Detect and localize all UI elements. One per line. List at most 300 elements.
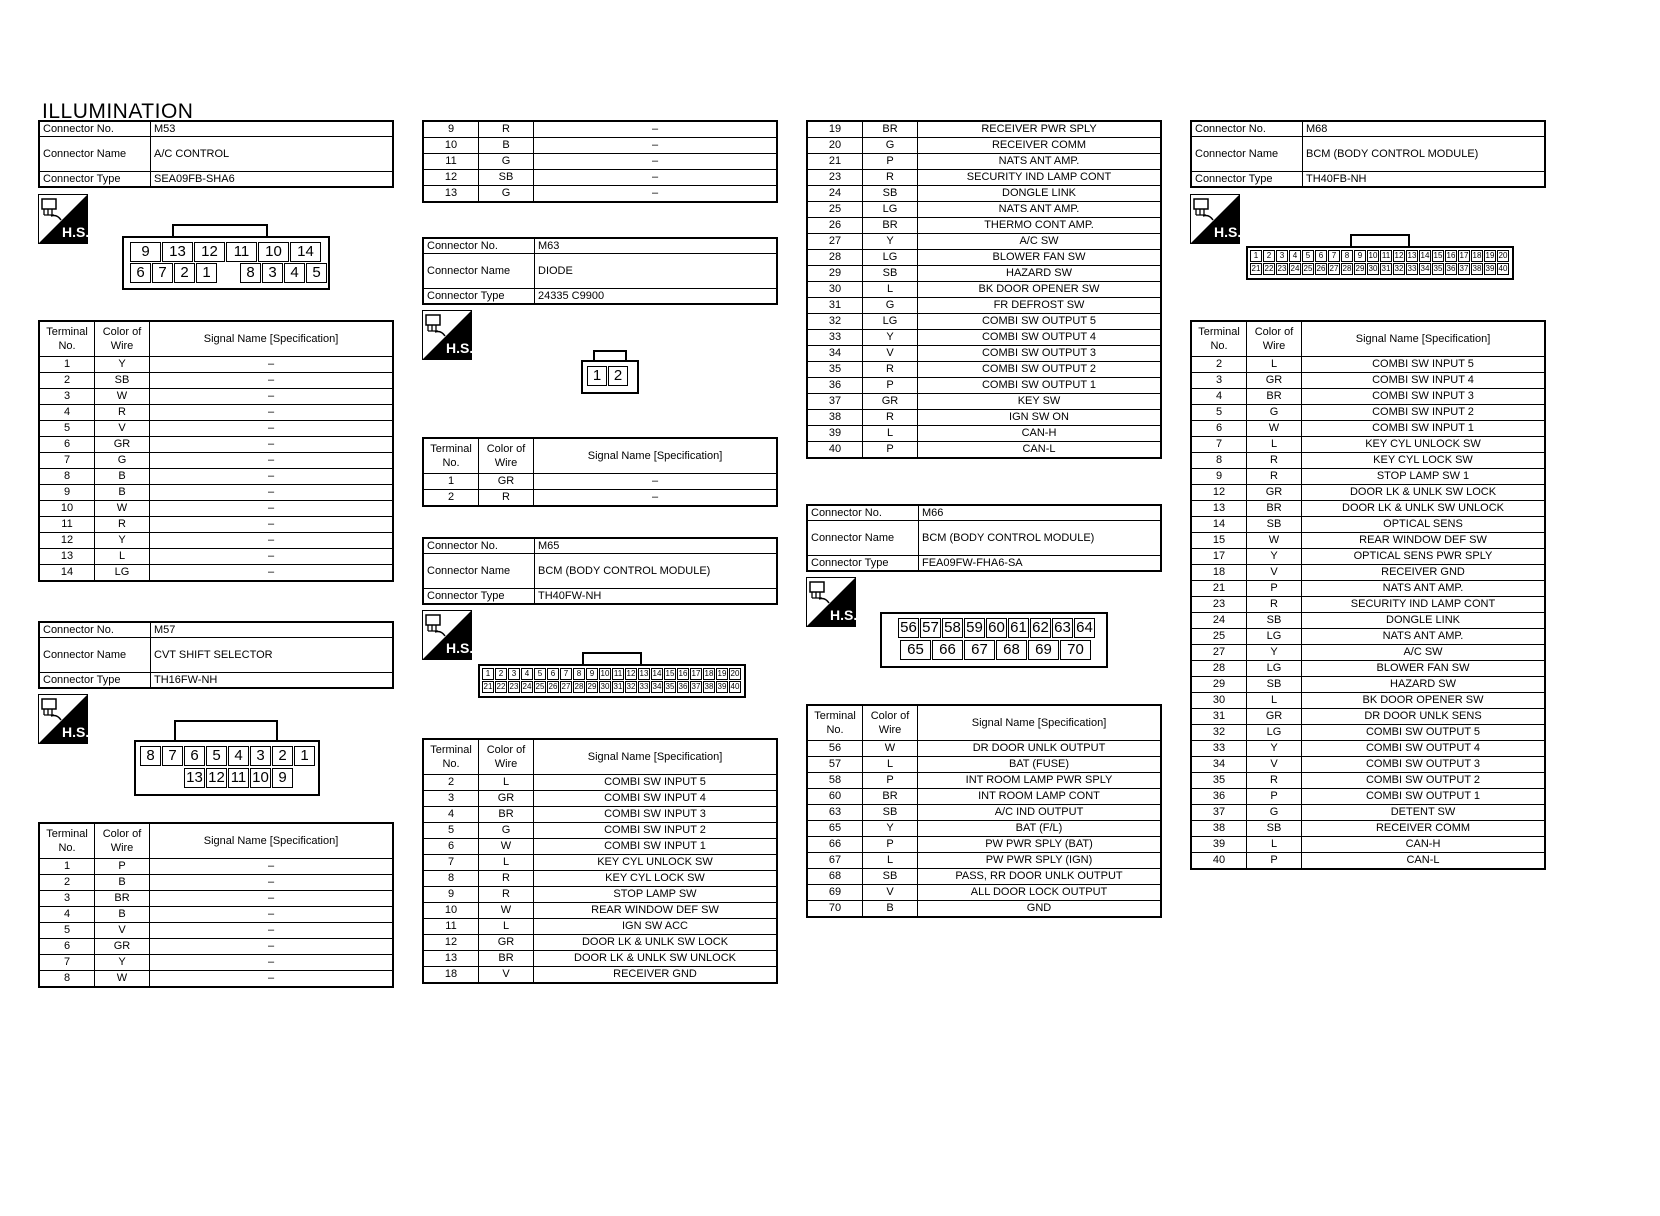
wire-color-cell: Y bbox=[1247, 741, 1302, 757]
connector-pin: 19 bbox=[1485, 251, 1495, 260]
signal-name-cell: RECEIVER COMM bbox=[918, 138, 1162, 154]
connector-pin: 7 bbox=[152, 263, 173, 283]
terminal-no-cell: 25 bbox=[807, 202, 863, 218]
header-terminal-no: Terminal No. bbox=[807, 705, 863, 741]
terminal-no-cell: 6 bbox=[39, 939, 95, 955]
wire-color-cell: L bbox=[479, 855, 534, 871]
connector-pin: 11 bbox=[613, 669, 623, 678]
connector-m63-info bbox=[422, 237, 778, 305]
signal-name-cell: COMBI SW OUTPUT 4 bbox=[918, 330, 1162, 346]
table-row bbox=[1191, 421, 1545, 437]
table-row bbox=[39, 389, 393, 405]
terminal-no-cell: 35 bbox=[807, 362, 863, 378]
signal-name-cell: – bbox=[150, 453, 394, 469]
terminal-no-cell: 23 bbox=[807, 170, 863, 186]
terminal-no-cell: 31 bbox=[1191, 709, 1247, 725]
terminal-no-cell: 3 bbox=[39, 389, 95, 405]
terminal-no-cell: 7 bbox=[1191, 437, 1247, 453]
connector-pin: 38 bbox=[1472, 264, 1482, 273]
signal-name-cell: – bbox=[150, 405, 394, 421]
table-row bbox=[423, 839, 777, 855]
signal-name-cell: COMBI SW OUTPUT 1 bbox=[918, 378, 1162, 394]
signal-name-cell: OPTICAL SENS PWR SPLY bbox=[1302, 549, 1546, 565]
terminal-no-cell: 5 bbox=[1191, 405, 1247, 421]
wire-color-cell: L bbox=[1247, 837, 1302, 853]
table-row bbox=[1191, 805, 1545, 821]
connector-name-value: BCM (BODY CONTROL MODULE) bbox=[1303, 137, 1546, 172]
terminal-no-cell: 15 bbox=[1191, 533, 1247, 549]
terminal-no-cell: 31 bbox=[807, 298, 863, 314]
connector-m66-diagram bbox=[880, 612, 1110, 670]
table-row bbox=[423, 887, 777, 903]
signal-name-cell: – bbox=[150, 533, 394, 549]
connector-pin: 40 bbox=[1498, 264, 1508, 273]
table-row bbox=[807, 362, 1161, 378]
table-row bbox=[1191, 373, 1545, 389]
connector-pin: 9 bbox=[586, 668, 598, 680]
signal-name-cell: – bbox=[534, 490, 778, 507]
wire-color-cell: BR bbox=[95, 891, 150, 907]
signal-name-cell: HAZARD SW bbox=[1302, 677, 1546, 693]
connector-pin: 5 bbox=[206, 746, 227, 766]
header-color-of-wire: Color of Wire bbox=[479, 739, 534, 775]
table-row bbox=[1191, 597, 1545, 613]
wire-color-cell: Y bbox=[95, 533, 150, 549]
wire-color-cell: B bbox=[863, 901, 918, 918]
terminal-no-cell: 21 bbox=[807, 154, 863, 170]
terminal-no-cell: 10 bbox=[39, 501, 95, 517]
table-row bbox=[807, 186, 1161, 202]
terminal-no-cell: 67 bbox=[807, 853, 863, 869]
wire-color-cell: B bbox=[95, 469, 150, 485]
terminal-no-cell: 23 bbox=[1191, 597, 1247, 613]
wire-color-cell: LG bbox=[1247, 661, 1302, 677]
connector-m66-terminal-table bbox=[806, 704, 1162, 918]
label-connector-no: Connector No. bbox=[1191, 121, 1303, 137]
connector-pin: 36 bbox=[1446, 264, 1456, 273]
connector-type-value: FEA09FW-FHA6-SA bbox=[919, 556, 1162, 572]
table-row bbox=[423, 919, 777, 935]
terminal-no-cell: 27 bbox=[807, 234, 863, 250]
table-row bbox=[1191, 437, 1545, 453]
signal-name-cell: – bbox=[150, 859, 394, 875]
connector-pin: 11 bbox=[228, 768, 249, 788]
table-row bbox=[423, 807, 777, 823]
table-row bbox=[39, 939, 393, 955]
connector-pin: 35 bbox=[1433, 264, 1443, 273]
table-row bbox=[39, 533, 393, 549]
wire-color-cell: B bbox=[95, 875, 150, 891]
terminal-no-cell: 18 bbox=[1191, 565, 1247, 581]
terminal-no-cell: 13 bbox=[423, 951, 479, 967]
label-connector-no: Connector No. bbox=[423, 238, 535, 254]
wire-color-cell: V bbox=[863, 346, 918, 362]
table-row bbox=[423, 967, 777, 984]
connector-pin: 57 bbox=[920, 618, 941, 638]
connector-pin: 2 bbox=[272, 746, 293, 766]
connector-pin: 8 bbox=[573, 668, 585, 680]
signal-name-cell: IGN SW ACC bbox=[534, 919, 778, 935]
connector-pin: 35 bbox=[665, 682, 675, 691]
signal-name-cell: COMBI SW OUTPUT 4 bbox=[1302, 741, 1546, 757]
table-row bbox=[39, 971, 393, 988]
wire-color-cell: SB bbox=[1247, 677, 1302, 693]
table-row bbox=[807, 885, 1161, 901]
wire-color-cell: R bbox=[863, 410, 918, 426]
terminal-no-cell: 65 bbox=[807, 821, 863, 837]
connector-pin: 5 bbox=[306, 263, 327, 283]
header-terminal-no: Terminal No. bbox=[423, 438, 479, 474]
label-connector-no: Connector No. bbox=[39, 622, 151, 638]
connector-pin: 27 bbox=[1329, 264, 1339, 273]
table-row bbox=[807, 805, 1161, 821]
hs-badge-label: H.S. bbox=[446, 340, 474, 356]
wire-color-cell: L bbox=[863, 426, 918, 442]
signal-name-cell: – bbox=[150, 517, 394, 533]
terminal-no-cell: 3 bbox=[39, 891, 95, 907]
table-row bbox=[1191, 629, 1545, 645]
terminal-no-cell: 12 bbox=[423, 935, 479, 951]
signal-name-cell: A/C SW bbox=[918, 234, 1162, 250]
connector-no-value: M57 bbox=[151, 622, 394, 638]
wire-color-cell: SB bbox=[863, 805, 918, 821]
terminal-no-cell: 9 bbox=[423, 887, 479, 903]
wire-color-cell: Y bbox=[95, 955, 150, 971]
table-row bbox=[1191, 613, 1545, 629]
signal-name-cell: DR DOOR UNLK OUTPUT bbox=[918, 741, 1162, 757]
connector-pin: 67 bbox=[964, 640, 995, 660]
wire-color-cell: V bbox=[1247, 757, 1302, 773]
table-row bbox=[807, 410, 1161, 426]
signal-name-cell: – bbox=[150, 421, 394, 437]
connector-pin: 19 bbox=[717, 669, 727, 678]
table-row bbox=[807, 901, 1161, 918]
signal-name-cell: RECEIVER PWR SPLY bbox=[918, 121, 1162, 138]
connector-no-value: M65 bbox=[535, 538, 778, 554]
table-row bbox=[39, 891, 393, 907]
table-row bbox=[423, 474, 777, 490]
table-row bbox=[1191, 661, 1545, 677]
signal-name-cell: COMBI SW INPUT 4 bbox=[534, 791, 778, 807]
signal-name-cell: REAR WINDOW DEF SW bbox=[534, 903, 778, 919]
connector-pin: 11 bbox=[226, 242, 257, 262]
terminal-no-cell: 7 bbox=[39, 453, 95, 469]
terminal-no-cell: 30 bbox=[807, 282, 863, 298]
terminal-no-cell: 8 bbox=[423, 871, 479, 887]
signal-name-cell: COMBI SW OUTPUT 2 bbox=[918, 362, 1162, 378]
connector-type-value: SEA09FB-SHA6 bbox=[151, 172, 394, 188]
table-row bbox=[423, 138, 777, 154]
signal-name-cell: COMBI SW OUTPUT 1 bbox=[1302, 789, 1546, 805]
connector-pin: 18 bbox=[704, 669, 714, 678]
connector-pin: 13 bbox=[184, 768, 205, 788]
terminal-no-cell: 33 bbox=[1191, 741, 1247, 757]
table-row bbox=[39, 501, 393, 517]
table-row bbox=[807, 202, 1161, 218]
terminal-no-cell: 6 bbox=[423, 839, 479, 855]
wire-color-cell: GR bbox=[1247, 709, 1302, 725]
connector-pin: 9 bbox=[272, 768, 293, 788]
connector-pin: 6 bbox=[130, 263, 151, 283]
signal-name-cell: COMBI SW OUTPUT 3 bbox=[1302, 757, 1546, 773]
terminal-no-cell: 34 bbox=[807, 346, 863, 362]
terminal-no-cell: 2 bbox=[39, 373, 95, 389]
wire-color-cell: P bbox=[1247, 581, 1302, 597]
signal-name-cell: – bbox=[150, 549, 394, 565]
connector-pin: 62 bbox=[1030, 618, 1051, 638]
wire-color-cell: R bbox=[863, 362, 918, 378]
wire-color-cell: BR bbox=[479, 951, 534, 967]
connector-pin: 2 bbox=[608, 366, 628, 386]
connector-pin: 7 bbox=[162, 746, 183, 766]
table-row bbox=[39, 955, 393, 971]
connector-pin: 16 bbox=[1446, 251, 1456, 260]
connector-m53-info bbox=[38, 120, 394, 188]
wire-color-cell: W bbox=[1247, 533, 1302, 549]
connector-name-value: BCM (BODY CONTROL MODULE) bbox=[535, 554, 778, 589]
table-row bbox=[39, 357, 393, 373]
table-row bbox=[807, 741, 1161, 757]
connector-pin: 13 bbox=[162, 242, 193, 262]
signal-name-cell: BAT (F/L) bbox=[918, 821, 1162, 837]
connector-pin: 21 bbox=[483, 682, 493, 691]
table-row bbox=[1191, 645, 1545, 661]
connector-name-value: CVT SHIFT SELECTOR bbox=[151, 638, 394, 673]
terminal-no-cell: 38 bbox=[807, 410, 863, 426]
signal-name-cell: BK DOOR OPENER SW bbox=[1302, 693, 1546, 709]
table-row bbox=[1191, 725, 1545, 741]
wire-color-cell: R bbox=[479, 887, 534, 903]
wire-color-cell: Y bbox=[1247, 645, 1302, 661]
terminal-no-cell: 9 bbox=[423, 121, 479, 138]
connector-pin: 6 bbox=[184, 746, 205, 766]
hs-badge-label: H.S. bbox=[446, 640, 474, 656]
wire-color-cell: L bbox=[863, 757, 918, 773]
connector-pin: 15 bbox=[665, 669, 675, 678]
signal-name-cell: – bbox=[150, 485, 394, 501]
signal-name-cell: – bbox=[150, 955, 394, 971]
signal-name-cell: INT ROOM LAMP PWR SPLY bbox=[918, 773, 1162, 789]
connector-pin: 29 bbox=[1355, 264, 1365, 273]
terminal-no-cell: 24 bbox=[1191, 613, 1247, 629]
connector-m68-info bbox=[1190, 120, 1546, 188]
connector-pin: 18 bbox=[1472, 251, 1482, 260]
connector-pin bbox=[140, 768, 159, 786]
signal-name-cell: – bbox=[534, 154, 778, 170]
wire-color-cell: SB bbox=[1247, 517, 1302, 533]
label-connector-type: Connector Type bbox=[423, 289, 535, 305]
wire-color-cell: GR bbox=[95, 939, 150, 955]
label-connector-name: Connector Name bbox=[1191, 137, 1303, 172]
connector-type-value: 24335 C9900 bbox=[535, 289, 778, 305]
connector-pin: 5 bbox=[1302, 250, 1314, 262]
terminal-no-cell: 32 bbox=[807, 314, 863, 330]
signal-name-cell: BAT (FUSE) bbox=[918, 757, 1162, 773]
connector-pin: 26 bbox=[1316, 264, 1326, 273]
signal-name-cell: BLOWER FAN SW bbox=[918, 250, 1162, 266]
connector-pin: 37 bbox=[691, 682, 701, 691]
connector-pin: 7 bbox=[1328, 250, 1340, 262]
terminal-no-cell: 6 bbox=[39, 437, 95, 453]
terminal-no-cell: 29 bbox=[807, 266, 863, 282]
wire-color-cell: L bbox=[479, 919, 534, 935]
table-row bbox=[807, 298, 1161, 314]
table-row bbox=[423, 935, 777, 951]
label-connector-no: Connector No. bbox=[423, 538, 535, 554]
table-row bbox=[423, 170, 777, 186]
signal-name-cell: A/C SW bbox=[1302, 645, 1546, 661]
connector-m57-diagram bbox=[134, 720, 324, 798]
connector-pin: 17 bbox=[1459, 251, 1469, 260]
connector-pin: 34 bbox=[1420, 264, 1430, 273]
signal-name-cell: – bbox=[534, 474, 778, 490]
terminal-no-cell: 40 bbox=[1191, 853, 1247, 870]
table-row bbox=[1191, 485, 1545, 501]
connector-pin: 37 bbox=[1459, 264, 1469, 273]
connector-pin: 70 bbox=[1060, 640, 1091, 660]
wire-color-cell: V bbox=[1247, 565, 1302, 581]
signal-name-cell: COMBI SW OUTPUT 5 bbox=[918, 314, 1162, 330]
label-connector-type: Connector Type bbox=[39, 172, 151, 188]
signal-name-cell: REAR WINDOW DEF SW bbox=[1302, 533, 1546, 549]
header-signal-name: Signal Name [Specification] bbox=[150, 823, 394, 859]
wire-color-cell: R bbox=[863, 170, 918, 186]
terminal-no-cell: 4 bbox=[39, 405, 95, 421]
connector-pin: 25 bbox=[535, 682, 545, 691]
terminal-no-cell: 34 bbox=[1191, 757, 1247, 773]
connector-pin: 1 bbox=[482, 668, 494, 680]
hs-badge-label: H.S. bbox=[830, 607, 858, 623]
wire-color-cell: BR bbox=[479, 807, 534, 823]
signal-name-cell: DOOR LK & UNLK SW LOCK bbox=[534, 935, 778, 951]
connector-pin: 17 bbox=[691, 669, 701, 678]
terminal-no-cell: 56 bbox=[807, 741, 863, 757]
connector-m65-diagram bbox=[478, 652, 748, 698]
terminal-no-cell: 26 bbox=[807, 218, 863, 234]
terminal-no-cell: 39 bbox=[807, 426, 863, 442]
signal-name-cell: COMBI SW INPUT 3 bbox=[534, 807, 778, 823]
wire-color-cell: SB bbox=[863, 266, 918, 282]
wire-color-cell: L bbox=[863, 282, 918, 298]
terminal-no-cell: 3 bbox=[1191, 373, 1247, 389]
wire-color-cell: P bbox=[863, 837, 918, 853]
connector-pin: 30 bbox=[600, 682, 610, 691]
connector-pin: 1 bbox=[587, 366, 607, 386]
connector-pin: 39 bbox=[1485, 264, 1495, 273]
terminal-no-cell: 29 bbox=[1191, 677, 1247, 693]
signal-name-cell: COMBI SW INPUT 5 bbox=[534, 775, 778, 791]
connector-m53-terminal-table bbox=[38, 320, 394, 582]
terminal-no-cell: 5 bbox=[39, 421, 95, 437]
terminal-no-cell: 1 bbox=[423, 474, 479, 490]
table-row bbox=[1191, 709, 1545, 725]
terminal-no-cell: 35 bbox=[1191, 773, 1247, 789]
hs-connector-icon bbox=[1190, 194, 1240, 244]
connector-pin: 3 bbox=[508, 668, 520, 680]
wire-color-cell: P bbox=[1247, 853, 1302, 870]
wire-color-cell: L bbox=[1247, 693, 1302, 709]
table-row bbox=[807, 869, 1161, 885]
wire-color-cell: Y bbox=[863, 234, 918, 250]
wire-color-cell: B bbox=[95, 907, 150, 923]
connector-pin: 6 bbox=[547, 668, 559, 680]
terminal-no-cell: 11 bbox=[423, 154, 479, 170]
wire-color-cell: LG bbox=[95, 565, 150, 582]
connector-pin: 11 bbox=[1381, 251, 1391, 260]
wire-color-cell: W bbox=[479, 839, 534, 855]
wire-color-cell: SB bbox=[863, 869, 918, 885]
connector-pin: 27 bbox=[561, 682, 571, 691]
wire-color-cell: R bbox=[1247, 773, 1302, 789]
connector-pin: 39 bbox=[717, 682, 727, 691]
signal-name-cell: – bbox=[150, 971, 394, 988]
table-row bbox=[39, 469, 393, 485]
signal-name-cell: COMBI SW INPUT 3 bbox=[1302, 389, 1546, 405]
table-row bbox=[1191, 581, 1545, 597]
label-connector-type: Connector Type bbox=[39, 673, 151, 689]
connector-name-value: DIODE bbox=[535, 254, 778, 289]
table-row bbox=[1191, 741, 1545, 757]
connector-pin: 1 bbox=[196, 263, 217, 283]
header-color-of-wire: Color of Wire bbox=[1247, 321, 1302, 357]
wire-color-cell: W bbox=[479, 903, 534, 919]
hs-badge-label: H.S. bbox=[62, 724, 90, 740]
table-row bbox=[39, 859, 393, 875]
table-row bbox=[423, 154, 777, 170]
terminal-no-cell: 12 bbox=[39, 533, 95, 549]
table-row bbox=[807, 346, 1161, 362]
connector-pin: 28 bbox=[574, 682, 584, 691]
connector-pin: 8 bbox=[1341, 250, 1353, 262]
table-row bbox=[1191, 453, 1545, 469]
wire-color-cell: V bbox=[479, 967, 534, 984]
connector-pin: 13 bbox=[1407, 251, 1417, 260]
terminal-no-cell: 13 bbox=[1191, 501, 1247, 517]
connector-pin: 20 bbox=[1498, 251, 1508, 260]
signal-name-cell: OPTICAL SENS bbox=[1302, 517, 1546, 533]
table-row bbox=[1191, 549, 1545, 565]
terminal-no-cell: 37 bbox=[807, 394, 863, 410]
signal-name-cell: DONGLE LINK bbox=[1302, 613, 1546, 629]
signal-name-cell: CAN-L bbox=[918, 442, 1162, 459]
table-row bbox=[807, 314, 1161, 330]
connector-pin: 9 bbox=[1354, 250, 1366, 262]
wire-color-cell: GR bbox=[95, 437, 150, 453]
signal-name-cell: RECEIVER COMM bbox=[1302, 821, 1546, 837]
signal-name-cell: COMBI SW INPUT 2 bbox=[1302, 405, 1546, 421]
wire-color-cell: R bbox=[1247, 453, 1302, 469]
connector-pin: 4 bbox=[1289, 250, 1301, 262]
terminal-no-cell: 39 bbox=[1191, 837, 1247, 853]
wire-color-cell: R bbox=[95, 517, 150, 533]
terminal-no-cell: 4 bbox=[1191, 389, 1247, 405]
table-row bbox=[423, 823, 777, 839]
signal-name-cell: DETENT SW bbox=[1302, 805, 1546, 821]
hs-connector-icon bbox=[38, 194, 88, 244]
terminal-no-cell: 4 bbox=[423, 807, 479, 823]
header-terminal-no: Terminal No. bbox=[39, 823, 95, 859]
signal-name-cell: – bbox=[150, 389, 394, 405]
connector-pin: 33 bbox=[1407, 264, 1417, 273]
table-row bbox=[423, 855, 777, 871]
terminal-no-cell: 9 bbox=[1191, 469, 1247, 485]
wire-color-cell: L bbox=[479, 775, 534, 791]
terminal-no-cell: 30 bbox=[1191, 693, 1247, 709]
signal-name-cell: – bbox=[534, 170, 778, 186]
signal-name-cell: – bbox=[150, 437, 394, 453]
connector-m57-info bbox=[38, 621, 394, 689]
terminal-no-cell: 40 bbox=[807, 442, 863, 459]
